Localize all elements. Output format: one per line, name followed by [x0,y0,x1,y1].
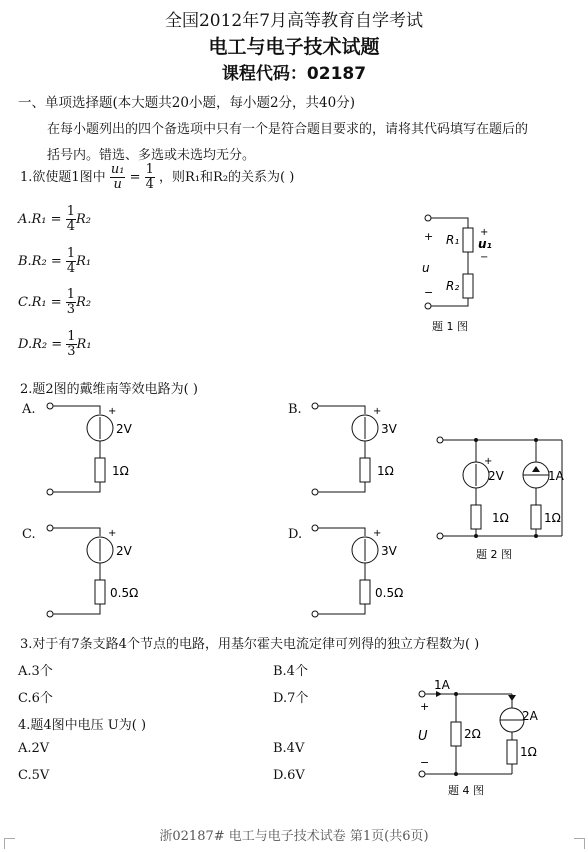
crop-mark-left [4,838,15,849]
current-arrow-icon [508,695,516,701]
resistor-value: 0.5Ω [110,586,139,600]
fig2-r1: 1Ω [492,511,509,525]
q3-stem: 3.对于有7条支路4个节点的电路，用基尔霍夫电流定律可列得的独立方程数为( ) [20,637,480,652]
fig4-minus: − [420,756,430,769]
option-var: R₂ [76,295,92,310]
q1-option-d [18,330,92,359]
q3-option-d: D.7个 [273,691,309,706]
frac-num: 1 [67,329,76,344]
plus-sign: + [484,456,493,467]
subject-title: 电工与电子技术试题 [208,36,380,58]
option-label: B.R₂ = [18,254,62,269]
resistor-value: 1Ω [112,464,129,478]
option-label: A.R₁ = [18,212,62,227]
q2-option-b-letter: B. [288,402,302,417]
q1-ratio-num: u₁ [110,162,125,177]
frac-den: 4 [66,219,75,234]
q1-stem-suffix: ，则R₁和R₂的关系为( ) [159,170,295,185]
fig1-plus-right: + [480,227,489,238]
source-voltage: 2V [116,422,132,436]
fig2-r2: 1Ω [544,511,561,525]
q4-stem: 4.题4图中电压 U为( ) [18,718,147,733]
q2-option-c-circuit [42,520,172,620]
q2-option-a-circuit [42,398,162,498]
q1-option-c [18,288,91,317]
option-fraction [66,330,76,359]
fig4-i2: 2A [522,709,538,723]
q2-option-d-circuit [307,520,437,620]
q1-ratio [110,163,126,192]
option-label: C.R₁ = [18,295,62,310]
fig2-voltage: 2V [488,469,504,483]
q4-option-a: A.2V [18,741,50,756]
exam-title: 全国2012年7月高等教育自学考试 [164,11,424,31]
plus-sign: + [108,528,117,539]
q3-option-b: B.4个 [273,664,308,679]
fig1-plus-left: + [424,230,434,243]
frac-den: 3 [67,344,76,359]
q1-option-b [18,247,91,276]
q1-equals: = [129,170,141,185]
option-label: D.R₂ = [18,337,63,352]
crop-mark-right [574,838,585,849]
fig1-caption: 题 1 图 [432,320,468,333]
page-footer: 浙02187# 电工与电子技术试卷 第1页(共6页) [159,829,429,844]
q1-value-den: 4 [145,177,154,192]
fig4-u: U [418,729,428,744]
source-voltage: 3V [381,422,397,436]
plus-sign: + [108,406,117,417]
q1-value [145,163,155,192]
fig4-r2: 1Ω [520,745,537,759]
frac-den: 4 [66,261,76,276]
q2-option-c-letter: C. [22,527,36,542]
plus-sign: + [373,406,382,417]
q1-value-num: 1 [145,162,154,177]
fig1-u1-label: u₁ [478,237,492,251]
option-var: R₁ [76,337,92,352]
instruction-line-2: 括号内。错选、多选或未选均无分。 [47,148,256,163]
fig1-r2-label: R₂ [446,279,460,293]
frac-num: 1 [66,246,76,261]
option-fraction [66,205,76,234]
section-heading: 一、单项选择题(本大题共20小题，每小题2分，共40分) [18,95,355,111]
q4-option-c: C.5V [18,768,50,783]
course-code: 课程代码：02187 [221,64,367,84]
q1-ratio-den: u [113,177,122,192]
q1-stem [20,163,294,192]
frac-den: 3 [66,302,76,317]
instruction-line-1: 在每小题列出的四个备选项中只有一个是符合题目要求的，请将其代码填写在题后的 [47,122,529,137]
figure-4-circuit [412,676,562,800]
resistor-value: 0.5Ω [375,586,404,600]
option-fraction [66,247,76,276]
fig4-i1: 1A [434,678,450,692]
q2-option-b-circuit [307,398,427,498]
fig4-r1: 2Ω [464,727,481,741]
q3-option-c: C.6个 [18,691,53,706]
q1-option-a [18,205,91,234]
fig1-u-label: u [422,261,430,275]
option-var: R₂ [75,212,91,227]
current-arrow-icon [532,466,540,472]
q2-stem: 2.题2图的戴维南等效电路为( ) [20,382,198,397]
source-voltage: 3V [381,544,397,558]
fig2-caption: 题 2 图 [476,548,512,561]
figure-1-circuit [410,210,520,340]
q1-stem-prefix: 1.欲使题1图中 [20,170,106,185]
plus-sign: + [373,528,382,539]
q2-option-a-letter: A. [22,402,36,417]
option-fraction [66,288,76,317]
fig1-r1-label: R₁ [446,233,460,247]
figure-2-circuit [432,432,572,562]
frac-num: 1 [66,287,76,302]
fig1-minus-left: − [424,286,434,299]
q3-option-a: A.3个 [18,664,53,679]
option-var: R₁ [76,254,92,269]
resistor-value: 1Ω [377,464,394,478]
fig4-caption: 题 4 图 [448,784,484,797]
q4-option-d: D.6V [273,768,305,783]
fig1-minus-right: − [480,252,489,263]
q2-option-d-letter: D. [288,527,303,542]
fig4-plus: + [420,700,430,713]
fig2-current: 1A [548,469,564,483]
source-voltage: 2V [116,544,132,558]
frac-num: 1 [66,204,75,219]
q4-option-b: B.4V [273,741,305,756]
